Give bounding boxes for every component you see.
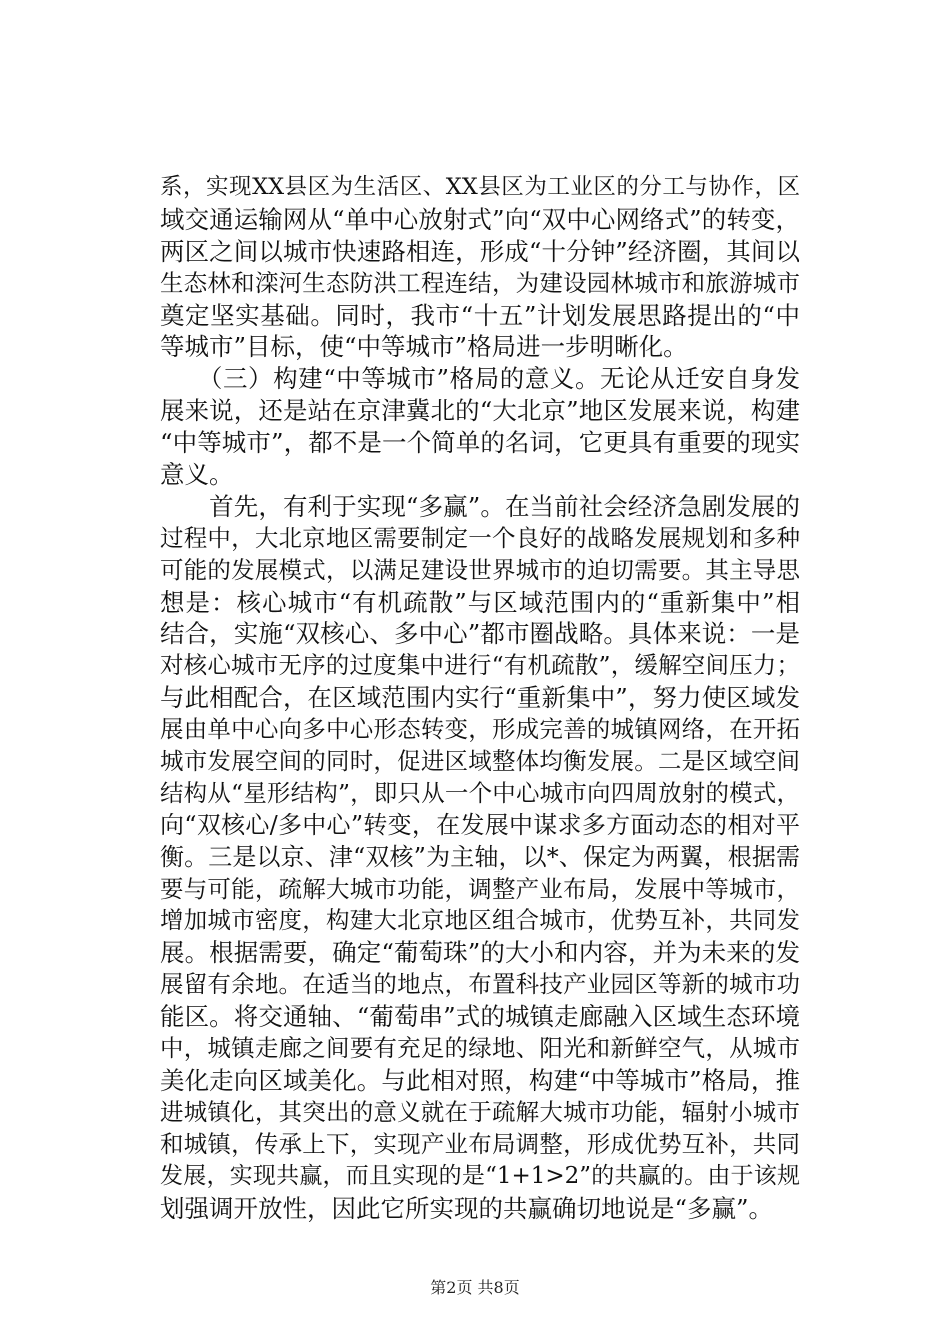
page-footer: 第2页 共8页 xyxy=(430,1278,520,1297)
text-line: 城市发展空间的同时，促进区域整体均衡发展。二是区域空间 xyxy=(160,747,800,776)
text-line: 域交通运输网从“单中心放射式”向“双中心网络式”的转变， xyxy=(160,204,800,234)
text-line: 增加城市密度，构建大北京地区组合城市，优势互补，共同发 xyxy=(160,906,800,935)
text-line: 两区之间以城市快速路相连，形成“十分钟”经济圈，其间以 xyxy=(160,236,800,266)
text-line: 结合，实施“双核心、多中心”都市圈战略。具体来说：一是 xyxy=(160,619,800,649)
text-line: 展。根据需要，确定“葡萄珠”的大小和内容，并为未来的发 xyxy=(160,938,800,968)
text-line: 展留有余地。在适当的地点，布置科技产业园区等新的城市功 xyxy=(160,970,800,999)
text-line: 划强调开放性，因此它所实现的共赢确切地说是“多赢”。 xyxy=(160,1193,774,1223)
text-line: “中等城市”，都不是一个简单的名词，它更具有重要的现实 xyxy=(160,428,800,458)
text-line: 展来说，还是站在京津冀北的“大北京”地区发展来说，构建 xyxy=(160,396,800,426)
text-line: 意义。 xyxy=(160,460,234,490)
text-line: 等城市”目标，使“中等城市”格局进一步明晰化。 xyxy=(160,332,688,362)
text-line: 美化走向区域美化。与此相对照，构建“中等城市”格局，推 xyxy=(160,1065,800,1095)
text-line: 发展，实现共赢，而且实现的是“1+1>2”的共赢的。由于该规 xyxy=(160,1162,800,1189)
text-line: （三）构建“中等城市”格局的意义。无论从迁安自身发 xyxy=(160,364,800,394)
text-line: 想是：核心城市“有机疏散”与区域范围内的“重新集中”相 xyxy=(160,587,800,617)
text-line: 系，实现XX县区为生活区、XX县区为工业区的分工与协作，区 xyxy=(160,174,800,200)
text-line: 首先，有利于实现“多赢”。在当前社会经济急剧发展的 xyxy=(160,491,800,521)
text-line: 进城镇化，其突出的意义就在于疏解大城市功能，辐射小城市 xyxy=(160,1097,800,1126)
text-line: 生态林和滦河生态防洪工程连结，为建设园林城市和旅游城市 xyxy=(160,268,800,297)
text-line: 要与可能，疏解大城市功能，调整产业布局，发展中等城市， xyxy=(160,874,800,903)
text-line: 奠定坚实基础。同时，我市“十五”计划发展思路提出的“中 xyxy=(160,300,800,330)
text-line: 对核心城市无序的过度集中进行“有机疏散”，缓解空间压力； xyxy=(160,651,800,680)
text-line: 能区。将交通轴、“葡萄串”式的城镇走廊融入区域生态环境 xyxy=(160,1002,800,1032)
text-line: 结构从“星形结构”，即只从一个中心城市向四周放射的模式， xyxy=(160,778,800,807)
text-line: 和城镇，传承上下，实现产业布局调整，形成优势互补，共同 xyxy=(160,1129,800,1158)
text-line: 展由单中心向多中心形态转变，形成完善的城镇网络，在开拓 xyxy=(160,715,800,744)
document-body xyxy=(160,172,800,1224)
text-line: 与此相配合，在区域范围内实行“重新集中”，努力使区域发 xyxy=(160,683,800,713)
text-line: 中，城镇走廊之间要有充足的绿地、阳光和新鲜空气，从城市 xyxy=(160,1034,800,1063)
text-line: 衡。三是以京、津“双核”为主轴，以*、保定为两翼，根据需 xyxy=(160,842,800,871)
text-line: 过程中，大北京地区需要制定一个良好的战略发展规划和多种 xyxy=(160,523,800,552)
text-line: 可能的发展模式，以满足建设世界城市的迫切需要。其主导思 xyxy=(160,555,800,584)
text-line: 向“双核心/多中心”转变，在发展中谋求多方面动态的相对平 xyxy=(160,810,800,839)
